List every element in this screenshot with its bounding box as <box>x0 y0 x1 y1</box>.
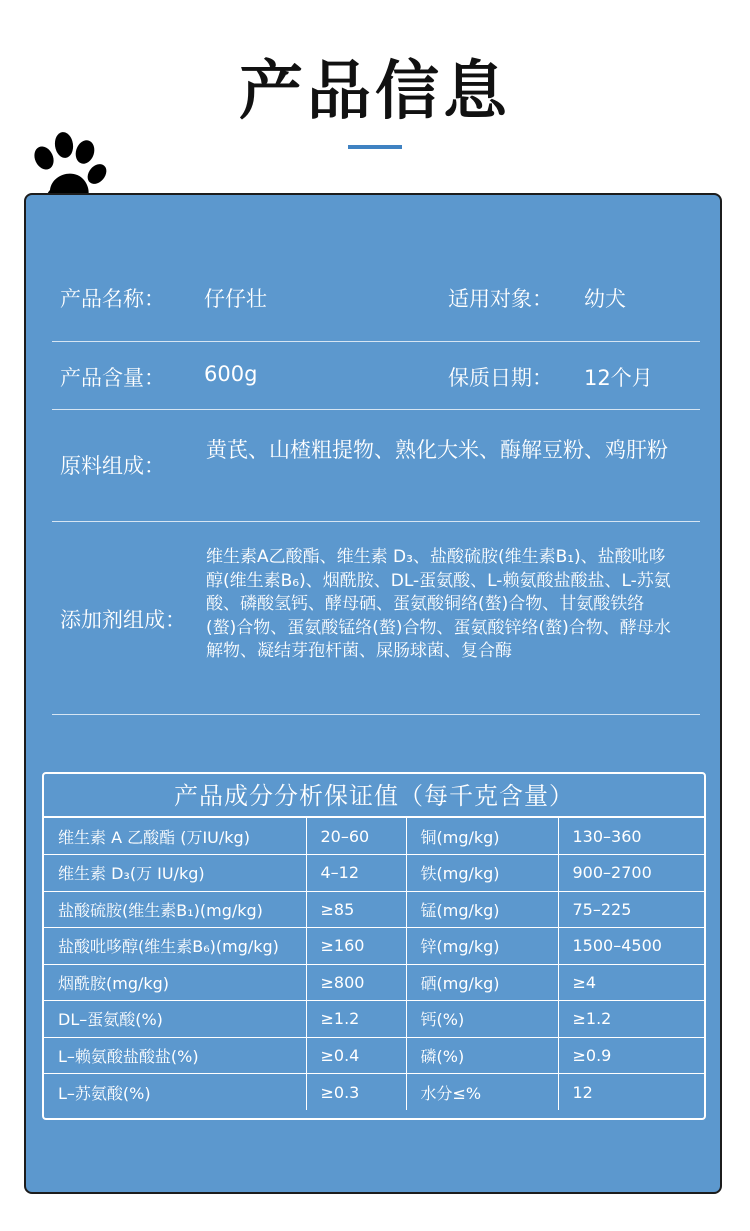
nutrient-value: 12 <box>572 1082 593 1102</box>
target-value: 幼犬 <box>584 287 626 311</box>
table-row <box>44 928 704 965</box>
additives-label: 添加剂组成： <box>60 608 186 632</box>
nutrient-name: 盐酸吡哆醇(维生素B₆)(mg/kg) <box>44 928 306 965</box>
product-info-card <box>24 193 722 1194</box>
nutrient-value: 900–2700 <box>558 855 704 892</box>
nutrient-name: 硒(mg/kg) <box>406 964 558 1001</box>
table-row <box>44 855 704 892</box>
nutrient-name: 钙(%) <box>406 1001 558 1038</box>
table-row <box>44 1001 704 1038</box>
shelf-life-value: 12个月 <box>584 366 653 390</box>
nutrient-name: 锌(mg/kg) <box>406 928 558 965</box>
analysis-title: 产品成分分析保证值（每千克含量） <box>44 774 704 818</box>
nutrient-name: L–苏氨酸(%) <box>44 1074 306 1111</box>
table-row <box>44 1037 704 1074</box>
info-row-name <box>52 261 700 342</box>
analysis-grid <box>44 818 704 1110</box>
title-underline <box>348 145 402 149</box>
nutrient-name: 维生素 D₃(万 IU/kg) <box>44 855 306 892</box>
table-row <box>44 891 704 928</box>
info-row-additives <box>52 522 700 715</box>
nutrient-value: 4–12 <box>306 855 406 892</box>
page-title: 产品信息 <box>239 55 511 129</box>
nutrient-name: L–赖氨酸盐酸盐(%) <box>44 1037 306 1074</box>
nutrient-name: 铁(mg/kg) <box>406 855 558 892</box>
nutrient-value: ≥1.2 <box>558 1001 704 1038</box>
info-row-weight <box>52 342 700 410</box>
nutrient-name: 盐酸硫胺(维生素B₁)(mg/kg) <box>44 891 306 928</box>
info-row-ingredients <box>52 410 700 522</box>
ingredients-label: 原料组成： <box>60 454 165 478</box>
nutrient-value: ≥0.4 <box>306 1037 406 1074</box>
nutrient-name: 锰(mg/kg) <box>406 891 558 928</box>
table-row <box>44 1074 704 1111</box>
ingredients-value: 黄芪、山楂粗提物、熟化大米、酶解豆粉、鸡肝粉 <box>206 438 668 462</box>
nutrient-value: ≥0.9 <box>558 1037 704 1074</box>
table-row <box>44 818 704 855</box>
additives-value: 维生素A乙酸酯、维生素 D₃、盐酸硫胺(维生素B₁)、盐酸吡哆醇(维生素B₆)、烟酰胺、DL-蛋氨酸、L-赖氨酸盐酸盐、L-苏氨酸、磷酸氢钙、酵母硒、蛋氨酸铜络(螯)合物、甘氨酸铁络(螯)合物、蛋氨酸锰络(螯)合物、蛋氨酸锌络(螯)合物、酵母水解物、凝结芽孢杆菌、屎肠球菌、复合酶 <box>206 547 671 661</box>
analysis-table <box>42 772 706 1120</box>
row-divider <box>52 714 700 715</box>
nutrient-value: ≥160 <box>306 928 406 965</box>
nutrient-name: 烟酰胺(mg/kg) <box>44 964 306 1001</box>
product-name-value: 仔仔壮 <box>204 287 267 311</box>
target-label: 适用对象： <box>448 287 553 311</box>
nutrient-value: ≥4 <box>558 964 704 1001</box>
shelf-life-label: 保质日期： <box>448 366 553 390</box>
nutrient-value: ≥0.3 <box>306 1074 406 1111</box>
table-row <box>44 964 704 1001</box>
nutrient-value: ≥85 <box>306 891 406 928</box>
nutrient-name: 铜(mg/kg) <box>406 818 558 855</box>
nutrient-value: ≥800 <box>306 964 406 1001</box>
nutrient-value: 75–225 <box>558 891 704 928</box>
nutrient-name: 维生素 A 乙酸酯 (万IU/kg) <box>44 818 306 855</box>
nutrient-name: 水分≤% <box>406 1074 558 1111</box>
product-name-label: 产品名称： <box>60 287 165 311</box>
nutrient-value: 20–60 <box>306 818 406 855</box>
nutrient-value: 130–360 <box>558 818 704 855</box>
nutrient-value: 1500–4500 <box>558 928 704 965</box>
nutrient-name: DL–蛋氨酸(%) <box>44 1001 306 1038</box>
nutrient-value: ≥1.2 <box>306 1001 406 1038</box>
weight-value: 600g <box>204 362 258 386</box>
weight-label: 产品含量： <box>60 366 165 390</box>
nutrient-name: 磷(%) <box>406 1037 558 1074</box>
